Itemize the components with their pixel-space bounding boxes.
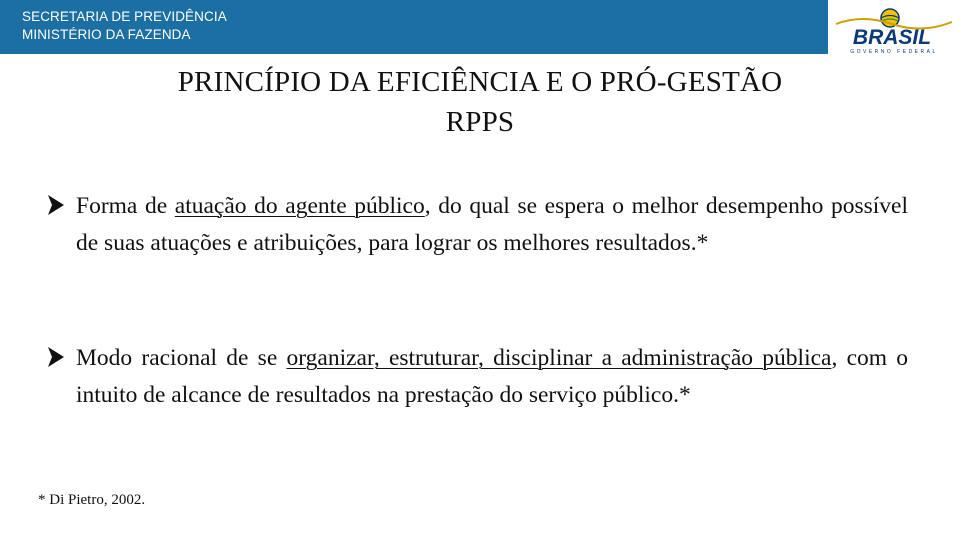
title-line-2: RPPS (445, 106, 515, 138)
footnote-citation: * Di Pietro, 2002. (38, 492, 146, 508)
logo-text: BRASIL (852, 26, 932, 49)
bullet-text-2 (76, 340, 908, 414)
logo-subtext: GOVERNO FEDERAL (850, 49, 938, 54)
header-secretaria: SECRETARIA DE PREVIDÊNCIA (22, 9, 227, 24)
bullet-text-underlined: organizar, (286, 345, 389, 371)
bullet-text-underlined: disciplinar (493, 345, 602, 371)
page-title (60, 62, 900, 142)
bullet-text-part: , do qual se espera o melhor desempenho possível de suas atuações e atribuições, para lograr os melhores resultados.* (76, 193, 909, 256)
header-ministerio: MINISTÉRIO DA FAZENDA (22, 27, 191, 42)
bullet-text-part: , com o intuito de alcance de resultados na prestação do serviço público.* (76, 345, 909, 408)
arrow-bullet-icon (46, 343, 68, 371)
bullet-text-1 (76, 188, 908, 262)
arrow-bullet-icon (46, 191, 68, 219)
title-line-1: PRINCÍPIO DA EFICIÊNCIA E O PRÓ-GESTÃO (177, 66, 783, 98)
bullet-text-underlined: estruturar, (388, 345, 494, 371)
bullet-item-2 (46, 340, 908, 414)
bullet-text-part: Modo racional de se (76, 345, 287, 371)
header-bar (0, 0, 828, 54)
brasil-logo-icon (832, 4, 956, 54)
bullet-text-underlined: atuação do agente público (174, 193, 425, 219)
bullet-text-underlined: a administração pública (601, 345, 832, 371)
bullet-item-1 (46, 188, 908, 262)
bullet-text-part: Forma de (76, 193, 175, 219)
brasil-logo-graphic (832, 4, 956, 54)
